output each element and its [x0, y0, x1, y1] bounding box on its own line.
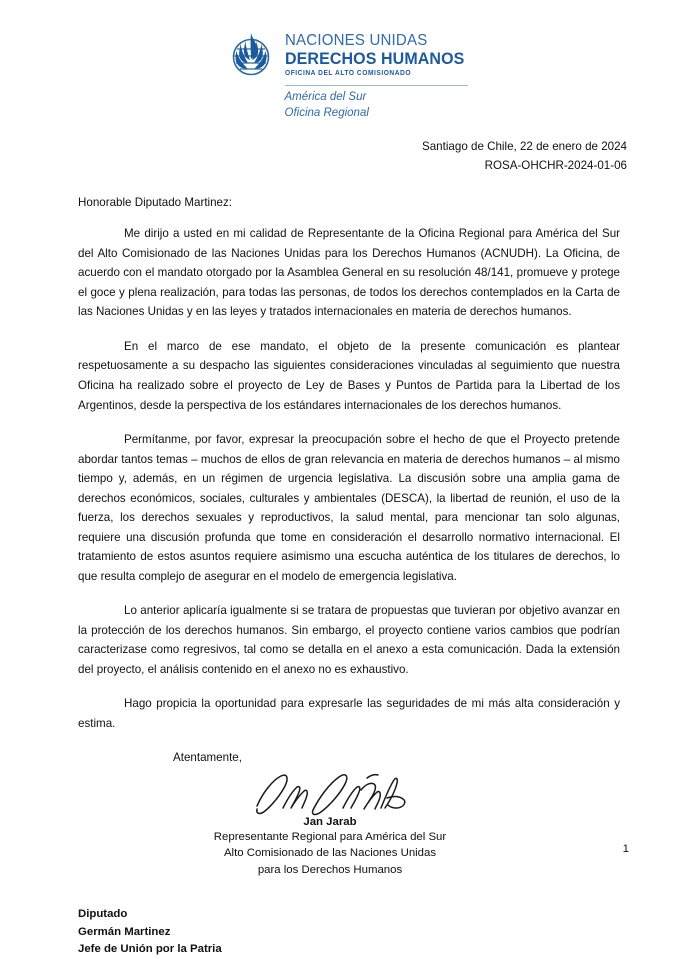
- org-office-line: OFICINA DEL ALTO COMISIONADO: [284, 70, 411, 77]
- letterhead: [0, 0, 695, 122]
- salutation: Honorable Diputado Martinez:: [78, 196, 233, 210]
- wordmark: [285, 33, 470, 77]
- recipient-block: [0, 906, 695, 959]
- reference-number: ROSA-OHCHR-2024-01-06: [484, 158, 627, 172]
- place-and-date: Santiago de Chile, 22 de enero de 2024: [422, 139, 627, 153]
- date-reference-block: [0, 138, 695, 176]
- body-paragraph: Hago propicia la oportunidad para expresarle las seguridades de mi más alta consideración y estima.: [78, 697, 620, 730]
- body-paragraph: En el marco de ese mandato, el objeto de la presente comunicación es plantear respetuosamente a su despacho las siguientes consideraciones vinculadas al seguimiento que nuestra Oficina ha realizado sobre el proyecto de Ley de Bases y Puntos de Partida para la Libertad de los Argentinos, desde la perspectiva de los estándares internacionales de los derechos humanos.: [78, 339, 620, 412]
- body-paragraph: Me dirijo a usted en mi calidad de Representante de la Oficina Regional para América del Sur del Alto Comisionado de las Naciones Unidas para los Derechos Humanos (ACNUDH). La Oficina, de acuerdo con el mandato otorgado por la Asamblea General en su resolución 48/141, promueve y protege el goce y plena realización, para todas las personas, de todos los derechos contemplados en la Carta de las Naciones Unidas y en las leyes y tratados internacionales en materia de derechos humanos.: [78, 227, 620, 319]
- region-line-1: América del Sur: [284, 91, 367, 103]
- logo-block: [226, 30, 470, 122]
- signer-title-line-2: Alto Comisionado de las Naciones Unidas: [223, 847, 437, 860]
- page-number: 1: [622, 843, 629, 855]
- signer-title-line-1: Representante Regional para América del Sur: [213, 830, 447, 843]
- ohchr-flame-emblem-icon: [226, 30, 276, 80]
- handwritten-signature-icon: [243, 770, 418, 818]
- signature-block: [78, 770, 620, 880]
- org-subject-line: DERECHOS HUMANOS: [284, 49, 464, 68]
- logo-row: [226, 30, 470, 80]
- regional-office-label: [285, 90, 369, 122]
- closing-salutation: Atentamente,: [173, 750, 242, 764]
- recipient-position: Jefe de Unión por la Patria: [78, 943, 222, 956]
- recipient-role: Diputado: [78, 908, 128, 921]
- body-paragraph: Lo anterior aplicaría igualmente si se tratara de propuestas que tuvieran por objetivo avanzar en la protección de los derechos humanos. Sin embargo, el proyecto contiene varios cambios que podrían caracterizase como regresivos, tal como se detalla en el anexo a esta comunicación. Dada la extensión del proyecto, el análisis contenido en el anexo no es exhaustivo.: [78, 604, 620, 676]
- signer-title-line-3: para los Derechos Humanos: [257, 864, 403, 877]
- signer-title: [78, 829, 582, 880]
- org-name-line: NACIONES UNIDAS: [284, 32, 427, 49]
- signer-name: Jan Jarab: [303, 815, 357, 828]
- letterhead-divider: [285, 85, 468, 86]
- letter-body: [0, 196, 695, 879]
- body-paragraph: Permítanme, por favor, expresar la preocupación sobre el hecho de que el Proyecto pretende abordar tantos temas – muchos de ellos de gran relevancia en materia de derechos humanos – al mismo tiempo y, además, en un régimen de urgencia legislativa. La discusión sobre una amplia gama de derechos económicos, sociales, culturales y ambientales (DESCA), la libertad de reunión, el uso de la fuerza, los derechos sexuales y reproductivos, la salud mental, para mencionar tan solo algunas, requiere una discusión profunda que tome en consideración el desarrollo normativo internacional. El tratamiento de estos asuntos requiere asimismo una escucha auténtica de los titulares de derechos, lo que resulta complejo de asegurar en el modelo de emergencia legislativa.: [78, 433, 620, 583]
- region-line-2: Oficina Regional: [284, 106, 369, 119]
- recipient-name: Germán Martinez: [78, 925, 171, 938]
